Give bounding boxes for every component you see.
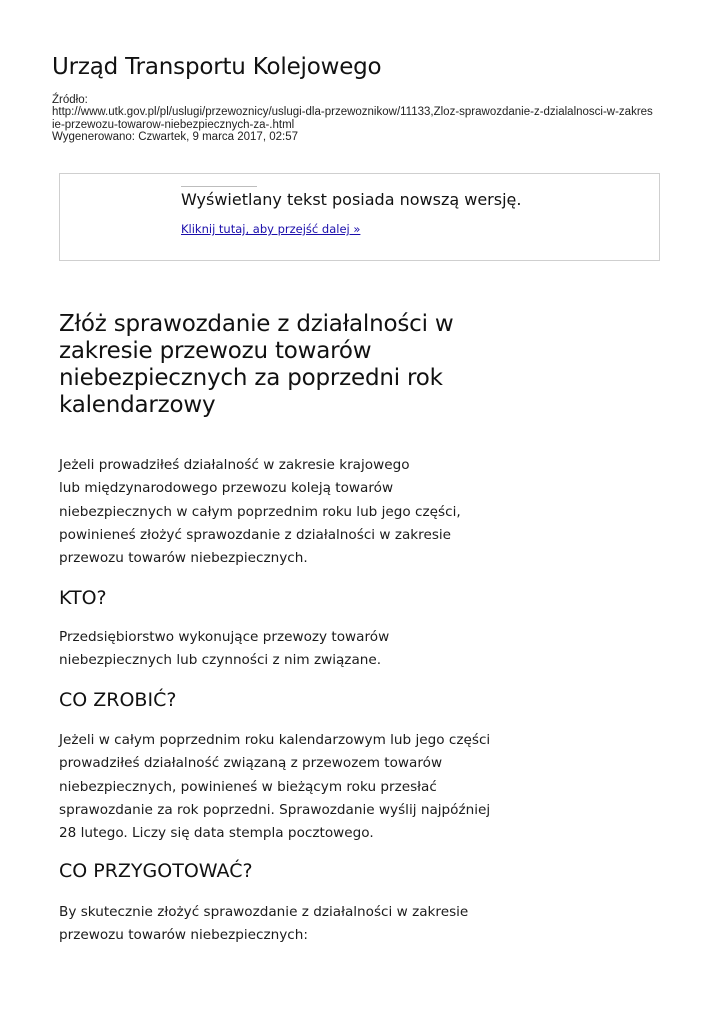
text-line: przewozu towarów niebezpiecznych: [59,927,308,944]
text-line: niebezpiecznych, powinieneś w bieżącym roku przesłać [59,778,437,795]
article-title: Złóż sprawozdanie z działalności w zakresie przewozu towarów niebezpiecznych za poprzedni rok kalendarzowy [59,311,454,418]
what-paragraph [59,729,491,845]
text-line: powinieneś złożyć sprawozdanie z działalności w zakresie [59,526,452,543]
generated-timestamp: Wygenerowano: Czwartek, 9 marca 2017, 02:57 [52,130,298,143]
text-line: Przedsiębiorstwo wykonujące przewozy towarów [59,629,390,645]
text-line: Jeżeli prowadziłeś działalność w zakresie krajowego [59,457,410,473]
who-paragraph [59,626,479,673]
site-title: Urząd Transportu Kolejowego [52,54,382,80]
source-meta [52,94,677,143]
text-line: sprawozdanie za rok poprzedni. Sprawozdanie wyślij najpóźniej [59,801,491,818]
intro-paragraph [59,454,479,570]
notice-divider [181,186,257,187]
notice-text: Wyświetlany tekst posiada nowszą wersję. [181,190,522,209]
section-heading-prepare: CO PRZYGOTOWAĆ? [59,860,253,882]
text-line: lub międzynarodowego przewozu koleją towarów [59,480,394,497]
text-line: By skutecznie złożyć sprawozdanie z działalności w zakresie [59,904,469,920]
text-line: przewozu towarów niebezpiecznych. [59,550,308,567]
section-heading-what: CO ZROBIĆ? [59,689,177,711]
prepare-paragraph [59,901,479,948]
continue-link[interactable]: Kliknij tutaj, aby przejść dalej » [181,222,361,236]
newer-version-notice [59,173,660,261]
source-label: Źródło: [52,94,88,106]
text-line: niebezpiecznych lub czynności z nim związane. [59,652,382,669]
source-url-line-2: ie-przewozu-towarow-niebezpiecznych-za-.html [52,118,295,131]
text-line: niebezpiecznych w całym poprzednim roku lub jego części, [59,503,461,520]
section-heading-who: KTO? [59,587,107,609]
text-line: prowadziłeś działalność związaną z przewozem towarów [59,755,443,772]
text-line: 28 lutego. Liczy się data stempla pocztowego. [59,825,374,842]
text-line: Jeżeli w całym poprzednim roku kalendarzowym lub jego części [59,732,491,748]
source-url-line-1: http://www.utk.gov.pl/pl/uslugi/przewoznicy/uslugi-dla-przewoznikow/11133,Zloz-sprawozdanie-z-dzialalnosci-w-zakres [52,106,653,119]
